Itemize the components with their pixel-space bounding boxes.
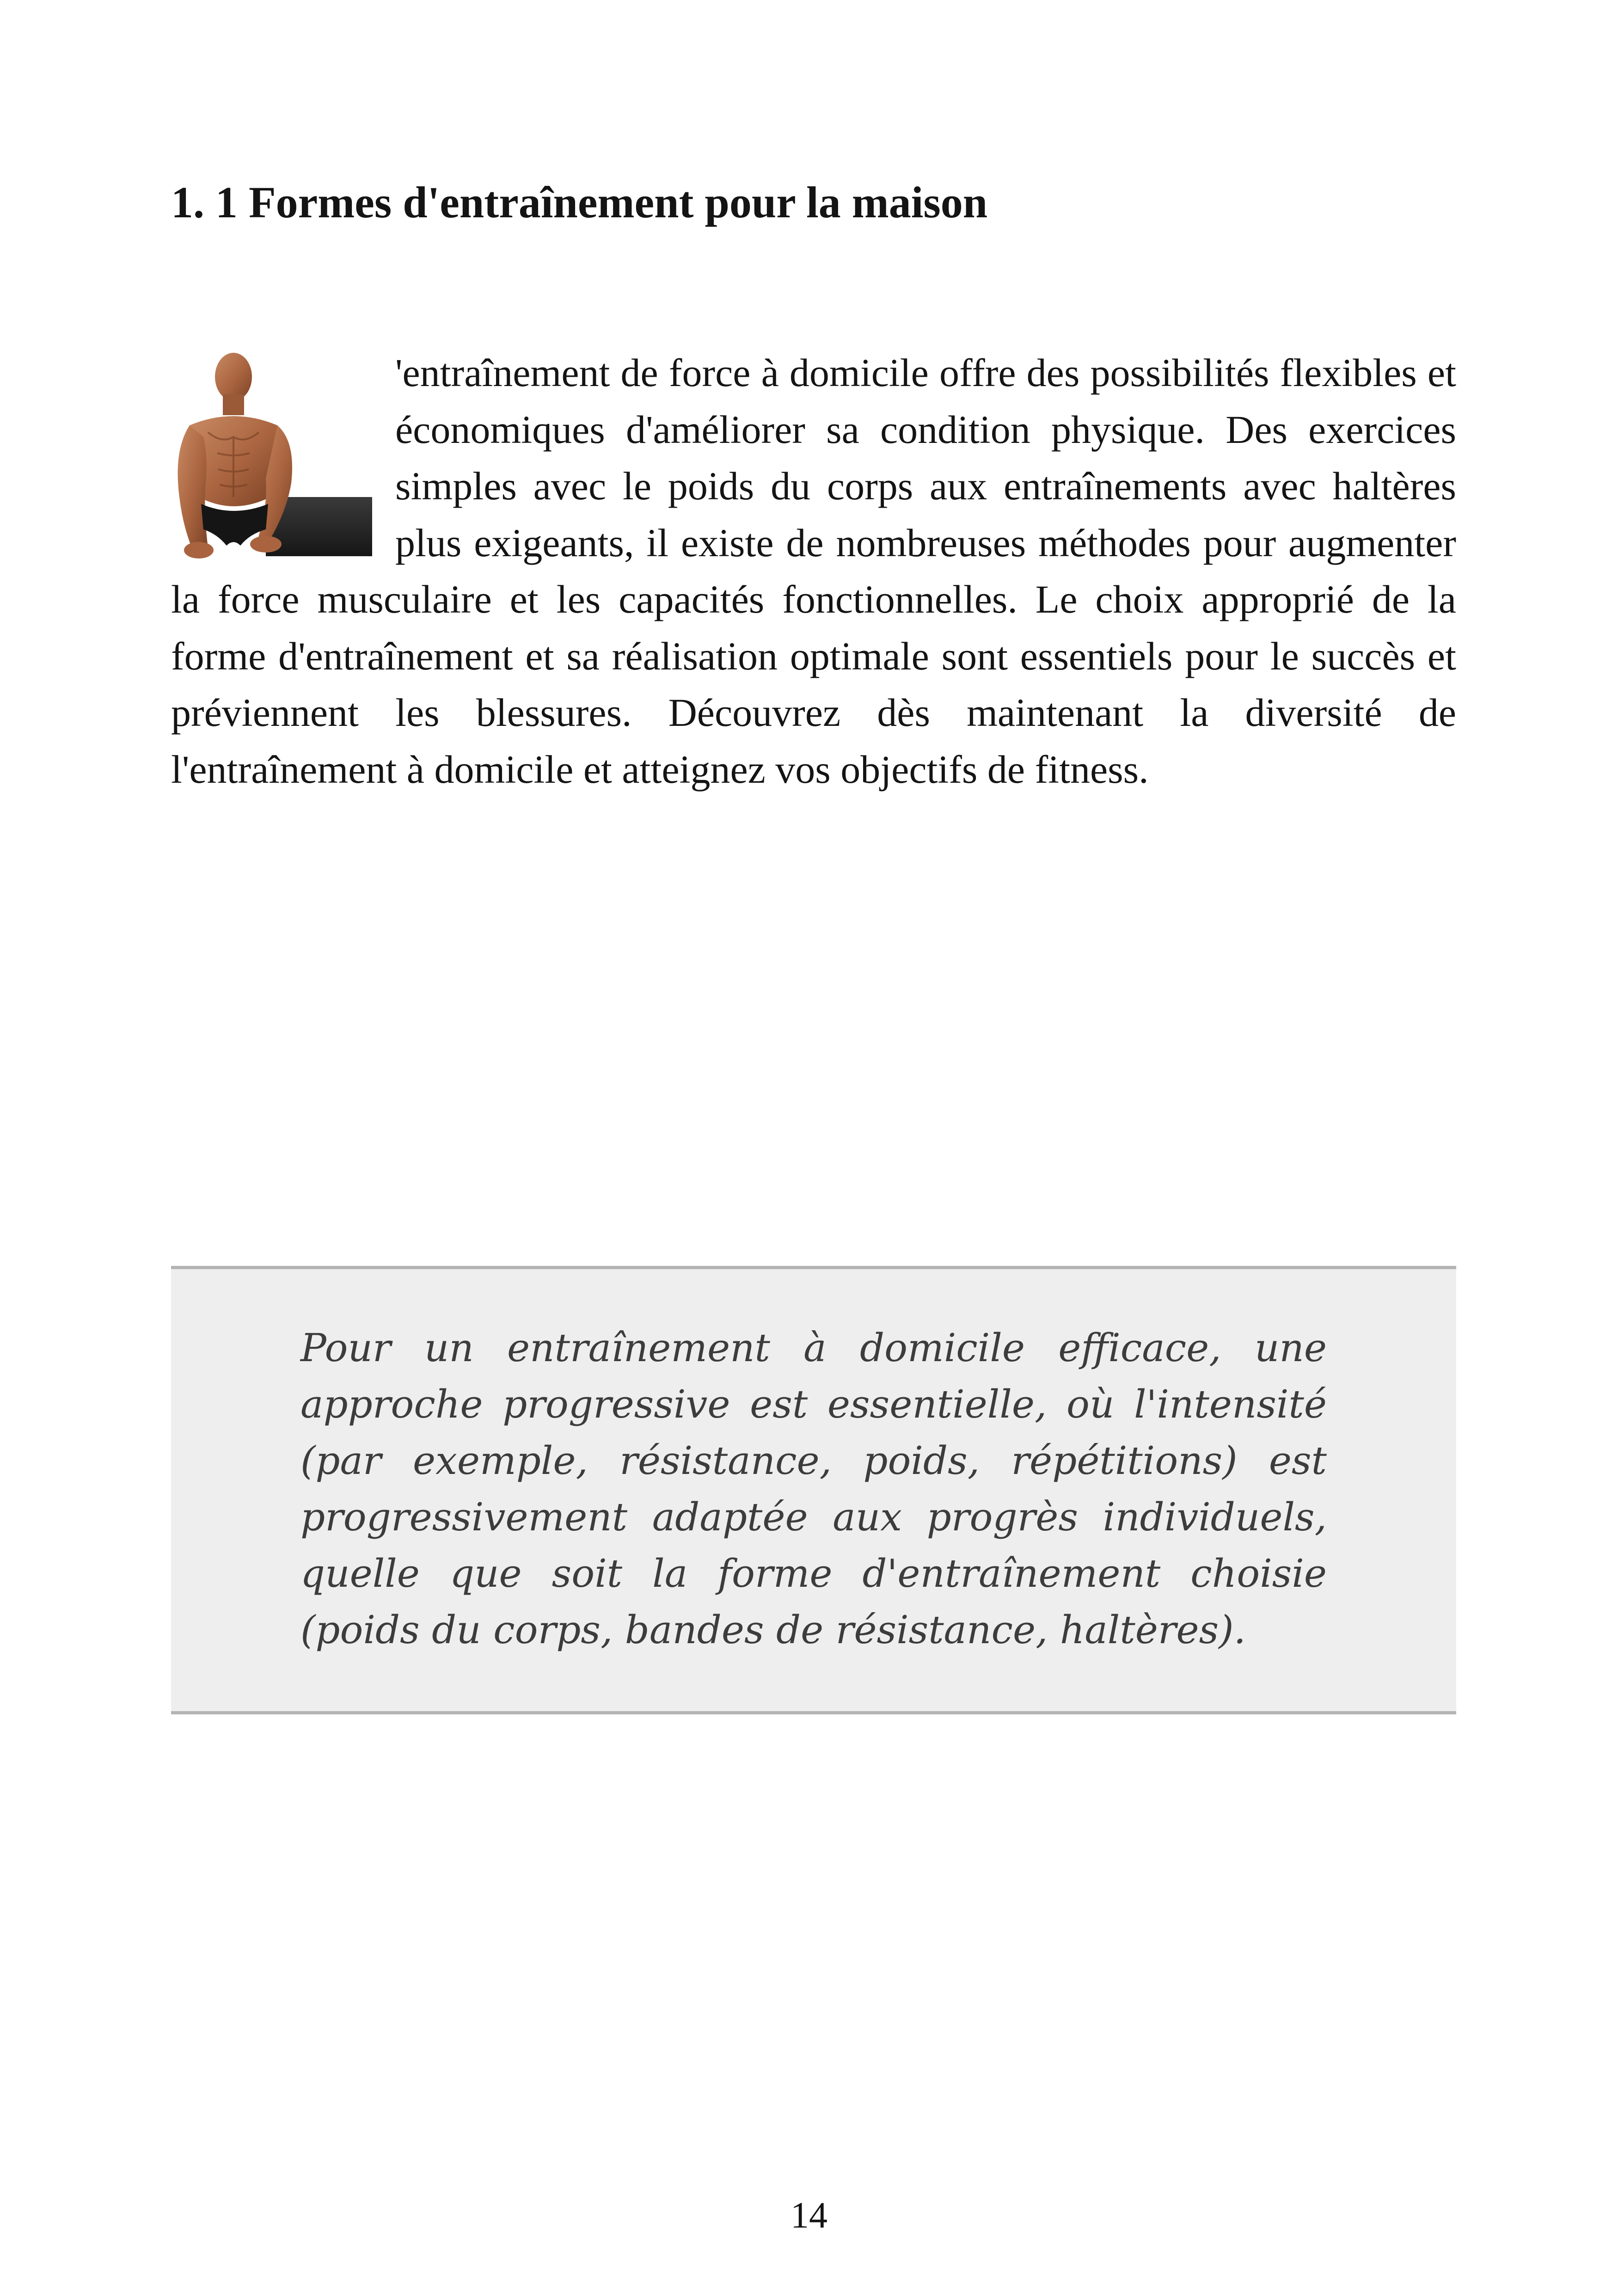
section-heading: 1. 1 Formes d'entraînement pour la maison (171, 178, 988, 227)
intro-paragraph-text: 'entraînement de force à domicile offre des possibilités flexibles et économiques d'améliorer sa condition physique. Des exercices simples avec le poids du corps aux entraînements avec haltères plus exigeants, il existe de nombreuses méthodes pour augmenter la force musculaire et les capacités fonctionnelles. Le choix approprié de la forme d'entraînement et sa réalisation optimale sont essentiels pour le succès et préviennent les blessures. Découvrez dès maintenant la diversité de l'entraînement à domicile et atteignez vos objectifs de fitness. (171, 350, 1456, 792)
muscular-man-illustration (171, 344, 372, 564)
tip-callout-box (171, 1266, 1456, 1714)
intro-paragraph (171, 344, 1456, 798)
dropcap-image-muscular-man (171, 344, 372, 564)
page-number: 14 (791, 2195, 827, 2236)
callout-text: Pour un entraînement à domicile efficace, une approche progressive est essentielle, où l'intensité (par exemple, résistance, poids, répétitions) est progressivement adaptée aux progrès individuels, quelle que soit la forme d'entraînement choisie (poids du corps, bandes de résistance, haltères). (300, 1326, 1327, 1652)
